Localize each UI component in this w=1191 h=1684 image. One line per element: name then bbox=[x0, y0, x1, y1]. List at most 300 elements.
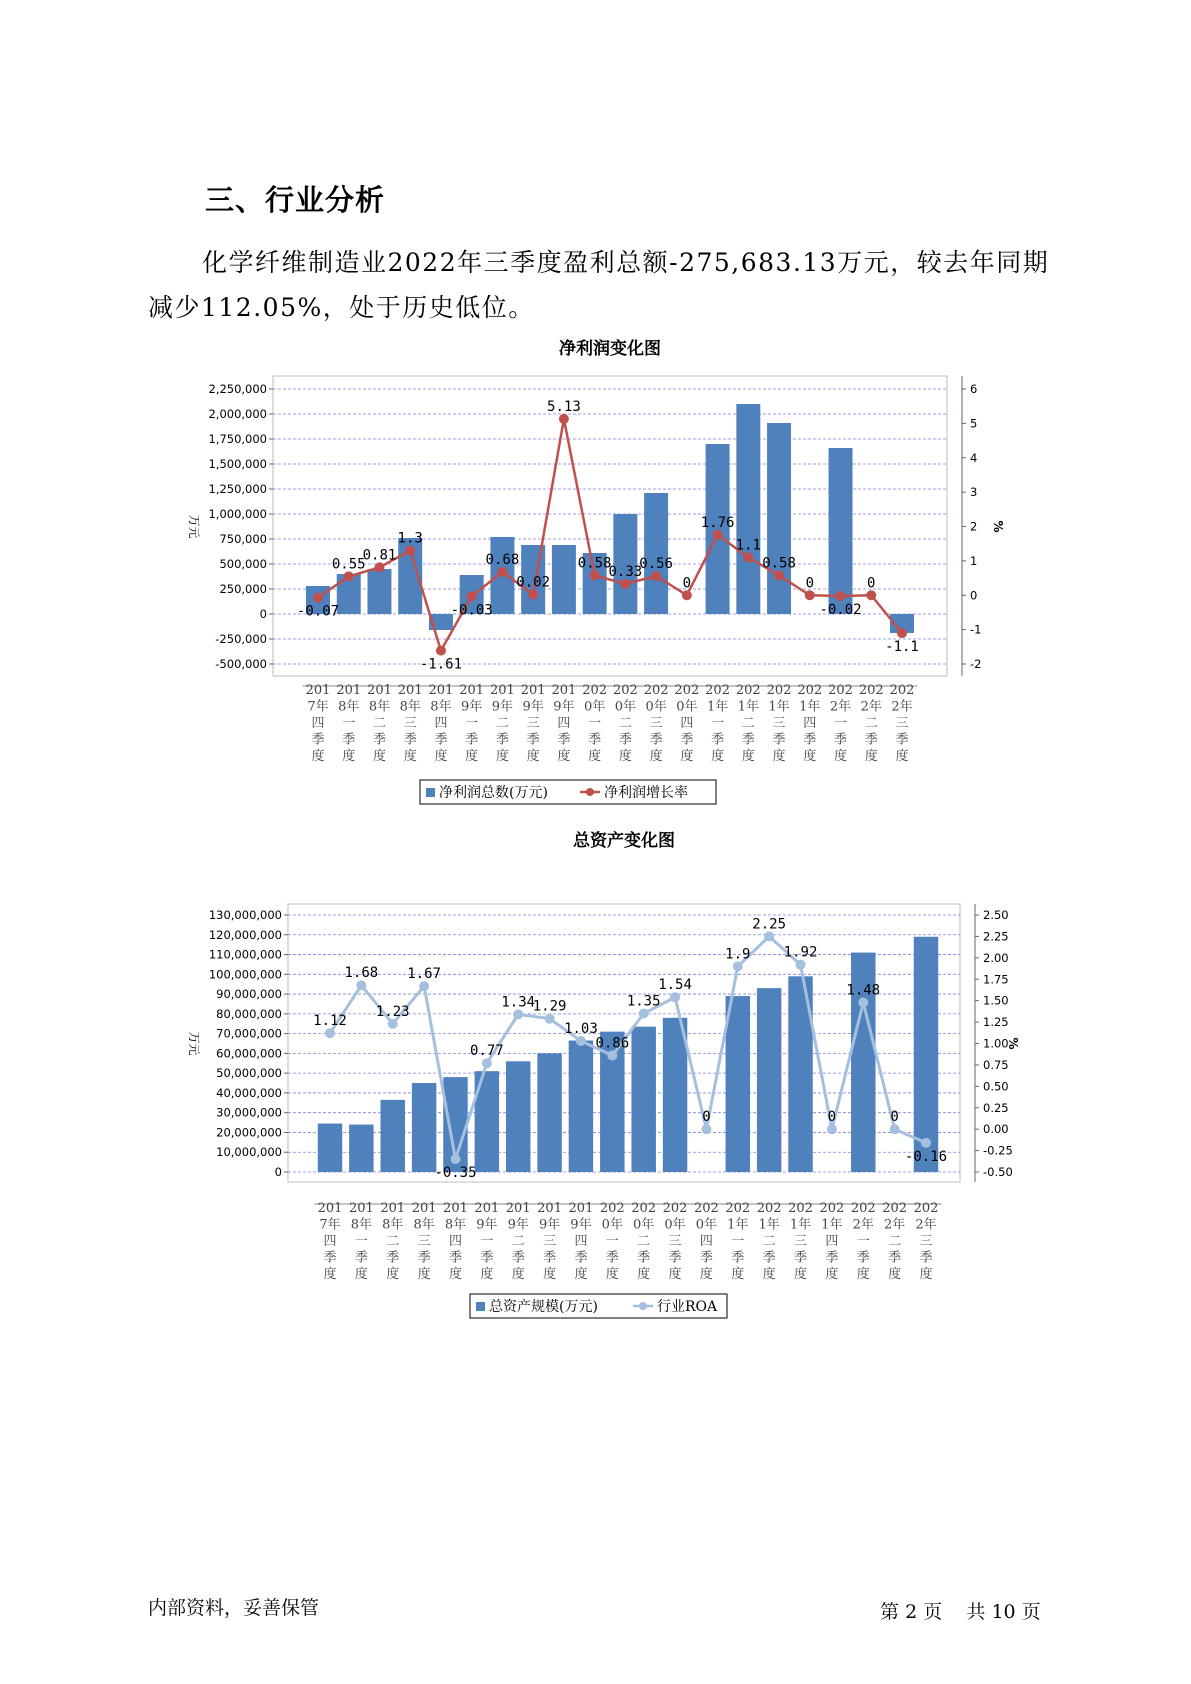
right-tick-label: 0.50 bbox=[983, 1079, 1009, 1094]
category-label: 8年 bbox=[413, 1217, 435, 1233]
category-label: 202 bbox=[705, 683, 730, 698]
left-tick-label: 1,750,000 bbox=[208, 432, 267, 446]
category-label: 季 bbox=[668, 1250, 682, 1266]
left-tick-label: 500,000 bbox=[219, 557, 267, 571]
category-label: 1年 bbox=[789, 1217, 812, 1233]
left-tick-label: 2,000,000 bbox=[208, 407, 267, 421]
category-label: 四 bbox=[803, 716, 817, 731]
bar bbox=[318, 1124, 342, 1172]
category-label: 季 bbox=[448, 1250, 462, 1266]
category-label: 度 bbox=[403, 749, 417, 764]
left-tick-label: 0 bbox=[259, 607, 267, 621]
category-label: 度 bbox=[772, 749, 786, 764]
bar bbox=[829, 448, 853, 614]
line-point bbox=[405, 546, 415, 556]
bar bbox=[412, 1083, 436, 1172]
category-label: 度 bbox=[372, 749, 386, 764]
bar bbox=[663, 1018, 687, 1172]
category-label: 季 bbox=[856, 1250, 870, 1266]
line-point bbox=[325, 1028, 335, 1038]
total-suffix: 页 bbox=[1021, 1601, 1041, 1623]
data-label: 1.48 bbox=[846, 982, 881, 999]
category-label: 9年 bbox=[476, 1217, 498, 1233]
right-tick-label: -0.50 bbox=[983, 1165, 1013, 1179]
data-label: 1.68 bbox=[344, 965, 379, 982]
category-label: 201 bbox=[537, 1201, 562, 1216]
right-tick-label: 1.50 bbox=[983, 993, 1009, 1008]
line-point bbox=[559, 414, 569, 424]
data-label: 1.12 bbox=[313, 1013, 347, 1030]
left-tick-label: 130,000,000 bbox=[208, 908, 282, 922]
line-point bbox=[866, 590, 876, 600]
legend-bar-label: 总资产规模(万元) bbox=[489, 1299, 598, 1315]
line-point bbox=[528, 590, 538, 600]
category-label: 度 bbox=[803, 749, 817, 764]
category-label: 度 bbox=[731, 1267, 745, 1282]
chart-title: 总资产变化图 bbox=[573, 831, 675, 851]
category-label: 201 bbox=[443, 1201, 468, 1216]
bar bbox=[736, 404, 760, 614]
data-label: 0.56 bbox=[639, 556, 673, 572]
page-number: 2 bbox=[905, 1601, 918, 1623]
line-point bbox=[858, 997, 868, 1007]
category-label: 季 bbox=[526, 732, 540, 748]
left-tick-label: 110,000,000 bbox=[208, 947, 282, 962]
line-point bbox=[827, 1124, 837, 1134]
category-label: 2年 bbox=[915, 1217, 937, 1233]
left-tick-label: 50,000,000 bbox=[216, 1066, 282, 1081]
data-label: 1.34 bbox=[501, 994, 536, 1011]
bar bbox=[367, 569, 391, 614]
data-label: 0.86 bbox=[595, 1035, 630, 1052]
category-label: 季 bbox=[919, 1250, 933, 1266]
data-label: 0 bbox=[867, 575, 876, 592]
category-label: 季 bbox=[403, 732, 417, 748]
data-label: 1.9 bbox=[725, 946, 751, 963]
category-label: 7年 bbox=[319, 1217, 341, 1233]
category-label: 一 bbox=[605, 1234, 619, 1249]
category-label: 201 bbox=[459, 683, 485, 698]
category-label: 四 bbox=[699, 1234, 713, 1249]
line-point bbox=[743, 552, 753, 562]
category-label: 度 bbox=[699, 1267, 713, 1282]
total-assets-chart bbox=[180, 822, 1020, 1315]
category-label: 季 bbox=[417, 1250, 431, 1266]
category-label: 度 bbox=[668, 1267, 682, 1282]
data-label: 0.68 bbox=[485, 551, 520, 568]
category-label: 1年 bbox=[799, 699, 821, 715]
category-label: 度 bbox=[919, 1267, 933, 1282]
line-point bbox=[313, 593, 323, 603]
page-suffix: 页 bbox=[923, 1601, 943, 1623]
category-label: 季 bbox=[637, 1250, 651, 1266]
page-prefix: 第 bbox=[880, 1601, 900, 1623]
bar bbox=[631, 1027, 655, 1172]
data-label: 1.92 bbox=[783, 944, 818, 961]
left-tick-label: 250,000 bbox=[219, 582, 267, 596]
chart-title: 净利润变化图 bbox=[559, 339, 661, 359]
right-tick-label: 1.25 bbox=[983, 1015, 1009, 1030]
left-tick-label: 60,000,000 bbox=[216, 1046, 282, 1061]
line-point bbox=[670, 992, 680, 1002]
legend-line-marker bbox=[639, 1302, 647, 1310]
data-label: 0 bbox=[890, 1109, 899, 1126]
data-label: 0 bbox=[702, 1109, 711, 1126]
bar bbox=[569, 1041, 593, 1172]
category-label: 1年 bbox=[821, 1217, 843, 1233]
category-label: 度 bbox=[386, 1267, 400, 1282]
category-label: 1年 bbox=[727, 1217, 749, 1233]
line-point bbox=[576, 1036, 586, 1046]
data-label: 1.1 bbox=[735, 537, 761, 554]
category-label: 三 bbox=[772, 716, 786, 731]
category-label: 度 bbox=[434, 749, 448, 764]
category-label: 2年 bbox=[852, 1217, 874, 1233]
category-label: 季 bbox=[386, 1250, 400, 1266]
category-label: 季 bbox=[511, 1250, 525, 1266]
line-point bbox=[344, 571, 354, 581]
line-point bbox=[607, 1050, 617, 1060]
category-label: 季 bbox=[711, 732, 725, 748]
data-label: -1.61 bbox=[419, 656, 463, 673]
category-label: 度 bbox=[323, 1267, 337, 1282]
category-label: 8年 bbox=[350, 1217, 373, 1233]
right-tick-label: 0 bbox=[970, 588, 978, 603]
right-tick-label: -1 bbox=[970, 622, 982, 637]
total-pages: 10 bbox=[991, 1601, 1016, 1623]
category-label: 度 bbox=[465, 749, 479, 764]
category-label: 度 bbox=[637, 1267, 651, 1282]
right-tick-label: 0.75 bbox=[983, 1057, 1009, 1072]
category-label: 2年 bbox=[860, 699, 882, 715]
right-axis-title: % bbox=[1006, 1037, 1020, 1050]
category-label: 季 bbox=[354, 1250, 368, 1266]
category-label: 四 bbox=[434, 716, 448, 731]
legend-bar-label: 净利润总数(万元) bbox=[439, 785, 548, 801]
category-label: 一 bbox=[834, 716, 848, 731]
category-label: 度 bbox=[448, 1267, 462, 1282]
category-label: 8年 bbox=[338, 699, 360, 715]
line-point bbox=[467, 591, 477, 601]
category-label: 202 bbox=[889, 683, 915, 698]
category-label: 度 bbox=[762, 1267, 776, 1282]
line-point bbox=[713, 530, 723, 540]
line-point bbox=[897, 628, 907, 638]
category-label: 三 bbox=[526, 716, 540, 731]
category-label: 202 bbox=[756, 1201, 782, 1216]
total-assets-chart-svg bbox=[180, 822, 1020, 1315]
line-point bbox=[482, 1058, 492, 1068]
category-label: 0年 bbox=[676, 699, 698, 715]
right-tick-label: 1.75 bbox=[983, 972, 1009, 987]
category-label: 8年 bbox=[444, 1217, 467, 1233]
data-label: 1.29 bbox=[532, 998, 567, 1015]
category-label: 度 bbox=[574, 1267, 588, 1282]
category-label: 度 bbox=[511, 1267, 525, 1282]
category-label: 度 bbox=[526, 749, 540, 764]
category-label: 9年 bbox=[570, 1217, 592, 1233]
data-label: -0.16 bbox=[904, 1148, 948, 1165]
data-label: 5.13 bbox=[547, 398, 581, 415]
line-point bbox=[836, 591, 846, 601]
category-label: 201 bbox=[411, 1201, 437, 1216]
data-label: 0 bbox=[682, 575, 692, 592]
category-label: 202 bbox=[643, 683, 669, 698]
category-label: 度 bbox=[543, 1267, 557, 1282]
legend-line-label: 行业ROA bbox=[657, 1299, 718, 1315]
category-label: 度 bbox=[618, 749, 632, 764]
category-label: 201 bbox=[317, 1201, 343, 1216]
right-tick-label: 1.00 bbox=[983, 1036, 1009, 1051]
category-label: 202 bbox=[828, 683, 853, 698]
category-label: 201 bbox=[474, 1201, 500, 1216]
left-tick-label: 20,000,000 bbox=[216, 1125, 282, 1140]
category-label: 二 bbox=[495, 716, 509, 731]
total-prefix: 共 bbox=[966, 1601, 986, 1623]
category-label: 三 bbox=[668, 1234, 682, 1249]
data-label: 0.58 bbox=[762, 555, 796, 572]
category-label: 四 bbox=[574, 1234, 588, 1249]
category-label: 季 bbox=[465, 732, 479, 748]
right-tick-label: 6 bbox=[970, 382, 978, 396]
category-label: 0年 bbox=[601, 1217, 623, 1233]
analysis-text: 化学纤维制造业2022年三季度盈利总额-275,683.13万元，较去年同期减少112.05%，处于历史低位。 bbox=[148, 248, 1050, 322]
category-label: 季 bbox=[495, 732, 509, 748]
data-label: -0.02 bbox=[819, 601, 862, 618]
category-label: 202 bbox=[788, 1201, 813, 1216]
analysis-paragraph bbox=[148, 240, 1068, 330]
category-label: 201 bbox=[380, 1201, 406, 1216]
left-tick-label: 120,000,000 bbox=[208, 927, 282, 942]
category-label: 202 bbox=[735, 683, 761, 698]
category-label: 202 bbox=[819, 1201, 845, 1216]
right-tick-label: 0.25 bbox=[983, 1100, 1009, 1115]
left-tick-label: 1,500,000 bbox=[208, 457, 267, 471]
line-point bbox=[651, 571, 661, 581]
category-label: 二 bbox=[762, 1234, 776, 1249]
category-label: 度 bbox=[741, 749, 755, 764]
category-label: 三 bbox=[895, 716, 909, 731]
right-tick-label: -2 bbox=[970, 657, 982, 671]
category-label: 二 bbox=[741, 716, 755, 731]
line-point bbox=[774, 570, 784, 580]
category-label: 度 bbox=[417, 1267, 431, 1282]
left-tick-label: 0 bbox=[274, 1165, 282, 1179]
category-label: 202 bbox=[882, 1201, 908, 1216]
category-label: 0年 bbox=[614, 699, 637, 715]
category-label: 度 bbox=[825, 1267, 839, 1282]
category-label: 季 bbox=[323, 1250, 337, 1266]
right-tick-label: 5 bbox=[970, 416, 978, 431]
category-label: 度 bbox=[342, 749, 356, 764]
category-label: 二 bbox=[511, 1234, 525, 1249]
category-label: 度 bbox=[834, 749, 848, 764]
category-label: 三 bbox=[794, 1234, 808, 1249]
category-label: 二 bbox=[637, 1234, 651, 1249]
line-point bbox=[733, 961, 743, 971]
left-tick-label: 1,000,000 bbox=[208, 507, 267, 521]
data-label: 0.58 bbox=[577, 555, 612, 572]
line-point bbox=[805, 590, 815, 600]
line-point bbox=[682, 590, 692, 600]
category-label: 一 bbox=[588, 716, 602, 731]
category-label: 9年 bbox=[522, 699, 544, 715]
category-label: 201 bbox=[551, 683, 577, 698]
category-label: 一 bbox=[465, 716, 479, 731]
data-label: -1.1 bbox=[885, 639, 919, 656]
data-label: -0.03 bbox=[450, 602, 493, 619]
data-label: 0.55 bbox=[331, 556, 366, 573]
category-label: 季 bbox=[618, 732, 632, 748]
data-label: 1.54 bbox=[658, 977, 692, 994]
category-label: 季 bbox=[895, 732, 909, 748]
category-label: 季 bbox=[434, 732, 448, 748]
bar bbox=[757, 988, 781, 1172]
category-label: 一 bbox=[731, 1234, 745, 1249]
data-label: 0.02 bbox=[516, 574, 551, 591]
category-label: 一 bbox=[711, 716, 725, 731]
category-label: 二 bbox=[888, 1234, 902, 1249]
category-label: 季 bbox=[864, 732, 878, 748]
category-label: 度 bbox=[856, 1267, 870, 1282]
category-label: 季 bbox=[588, 732, 602, 748]
bar bbox=[506, 1061, 530, 1172]
category-label: 202 bbox=[631, 1201, 657, 1216]
category-label: 201 bbox=[520, 683, 546, 698]
category-label: 季 bbox=[888, 1250, 902, 1266]
category-label: 202 bbox=[694, 1201, 719, 1216]
category-label: 二 bbox=[864, 716, 878, 731]
category-label: 201 bbox=[505, 1201, 531, 1216]
category-label: 二 bbox=[386, 1234, 400, 1249]
category-label: 202 bbox=[612, 683, 638, 698]
category-label: 201 bbox=[348, 1201, 374, 1216]
category-label: 2年 bbox=[829, 699, 852, 715]
category-label: 202 bbox=[913, 1201, 939, 1216]
bar bbox=[552, 545, 576, 614]
legend-line-label: 净利润增长率 bbox=[604, 785, 688, 801]
bar bbox=[644, 493, 668, 614]
data-label: -0.35 bbox=[434, 1165, 477, 1182]
data-label: 1.67 bbox=[407, 966, 441, 983]
line-point bbox=[796, 960, 806, 970]
left-tick-label: 100,000,000 bbox=[208, 967, 282, 982]
category-label: 201 bbox=[367, 683, 392, 698]
category-label: 季 bbox=[680, 732, 694, 748]
category-label: 季 bbox=[342, 732, 356, 748]
left-tick-label: 40,000,000 bbox=[216, 1085, 282, 1100]
bar bbox=[381, 1100, 405, 1172]
category-label: 四 bbox=[825, 1234, 839, 1249]
category-label: 201 bbox=[568, 1201, 594, 1216]
category-label: 季 bbox=[741, 732, 755, 748]
right-tick-label: 1 bbox=[970, 553, 978, 568]
data-label: 1.23 bbox=[375, 1003, 410, 1020]
right-tick-label: 0.00 bbox=[983, 1122, 1009, 1137]
data-label: 0.81 bbox=[362, 547, 397, 564]
category-label: 202 bbox=[599, 1201, 625, 1216]
category-label: 三 bbox=[403, 716, 417, 731]
category-label: 季 bbox=[825, 1250, 839, 1266]
left-tick-label: 2,250,000 bbox=[208, 382, 267, 396]
category-label: 季 bbox=[699, 1250, 713, 1266]
category-label: 季 bbox=[834, 732, 848, 748]
line-point bbox=[356, 980, 366, 990]
category-label: 度 bbox=[649, 749, 663, 764]
right-tick-label: -0.25 bbox=[983, 1143, 1013, 1158]
left-tick-label: 70,000,000 bbox=[216, 1026, 282, 1041]
left-tick-label: 90,000,000 bbox=[216, 987, 282, 1002]
right-tick-label: 3 bbox=[970, 485, 978, 500]
footer-page-info bbox=[880, 1597, 1041, 1624]
left-tick-label: -500,000 bbox=[215, 657, 267, 671]
category-label: 季 bbox=[762, 1250, 776, 1266]
right-tick-label: 2 bbox=[970, 519, 978, 534]
category-label: 7年 bbox=[307, 699, 329, 715]
left-tick-label: 80,000,000 bbox=[216, 1006, 282, 1021]
category-label: 202 bbox=[850, 1201, 876, 1216]
line-point bbox=[497, 567, 507, 577]
net-profit-chart-svg bbox=[180, 330, 1005, 801]
bar bbox=[767, 423, 791, 614]
category-label: 202 bbox=[797, 683, 823, 698]
category-label: 度 bbox=[311, 749, 325, 764]
right-tick-label: 4 bbox=[970, 450, 978, 465]
line-point bbox=[513, 1009, 523, 1019]
category-label: 202 bbox=[766, 683, 792, 698]
right-tick-label: 2.50 bbox=[983, 908, 1009, 922]
category-label: 2年 bbox=[891, 699, 913, 715]
data-label: 0 bbox=[827, 1109, 837, 1126]
category-label: 三 bbox=[649, 716, 663, 731]
category-label: 度 bbox=[711, 749, 725, 764]
line-point bbox=[436, 646, 446, 656]
category-label: 202 bbox=[674, 683, 700, 698]
category-label: 季 bbox=[557, 732, 571, 748]
data-label: 1.35 bbox=[626, 993, 661, 1010]
category-label: 季 bbox=[649, 732, 663, 748]
category-label: 三 bbox=[543, 1234, 557, 1249]
category-label: 季 bbox=[543, 1250, 557, 1266]
category-label: 1年 bbox=[758, 1217, 780, 1233]
category-label: 0年 bbox=[633, 1217, 655, 1233]
left-tick-label: 1,250,000 bbox=[208, 482, 267, 496]
category-label: 三 bbox=[417, 1234, 431, 1249]
category-label: 8年 bbox=[399, 699, 421, 715]
category-label: 1年 bbox=[737, 699, 759, 715]
line-point bbox=[639, 1009, 649, 1019]
category-label: 四 bbox=[557, 716, 571, 731]
category-label: 8年 bbox=[382, 1217, 404, 1233]
category-label: 三 bbox=[919, 1234, 933, 1249]
legend-bar-swatch bbox=[476, 1302, 485, 1311]
line-point bbox=[419, 981, 429, 991]
line-point bbox=[450, 1154, 460, 1164]
category-label: 度 bbox=[557, 749, 571, 764]
category-label: 四 bbox=[323, 1234, 337, 1249]
category-label: 一 bbox=[856, 1234, 870, 1249]
data-label: 2.25 bbox=[752, 916, 787, 933]
left-tick-label: 30,000,000 bbox=[216, 1105, 282, 1120]
category-label: 季 bbox=[794, 1250, 808, 1266]
category-label: 度 bbox=[354, 1267, 368, 1282]
category-label: 季 bbox=[311, 732, 325, 748]
category-label: 度 bbox=[864, 749, 878, 764]
category-label: 9年 bbox=[538, 1217, 561, 1233]
data-label: 1.3 bbox=[397, 530, 423, 547]
bar bbox=[914, 937, 938, 1172]
line-point bbox=[764, 931, 774, 941]
